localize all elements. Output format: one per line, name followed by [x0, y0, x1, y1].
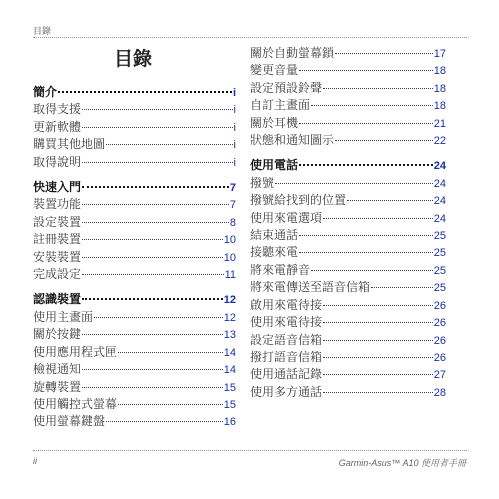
toc-entry[interactable]: [33, 266, 236, 283]
toc-entry-label: 使用觸控式螢幕: [33, 396, 118, 411]
toc-heading-label: 使用電話: [250, 158, 299, 173]
dot-leader: [58, 91, 232, 93]
dot-leader: [82, 222, 229, 223]
toc-entry-label: 關於自動螢幕鎖: [250, 46, 335, 60]
toc-entry[interactable]: [33, 136, 236, 153]
toc-page-number[interactable]: 24: [433, 195, 446, 208]
toc-page-number[interactable]: 26: [433, 351, 446, 364]
toc-page-number[interactable]: i: [232, 87, 236, 99]
toc-entry-label: 購買其他地圖: [33, 137, 106, 152]
dot-leader: [323, 305, 433, 306]
toc-section: [33, 291, 236, 430]
dot-leader: [82, 274, 224, 275]
toc-page-number[interactable]: 21: [433, 117, 446, 130]
toc-entry[interactable]: [250, 349, 446, 366]
dot-leader: [82, 369, 223, 370]
toc-entry[interactable]: [250, 384, 446, 401]
toc-page-number[interactable]: 10: [223, 234, 236, 247]
toc-entry-label: 取得說明: [33, 154, 82, 169]
toc-page-number[interactable]: 24: [433, 177, 446, 190]
toc-entry-label: 完成設定: [33, 267, 82, 282]
toc-entry-label: 使用來電選項: [250, 210, 323, 225]
toc-heading-label: 認識裝置: [33, 292, 82, 307]
toc-entry[interactable]: [250, 80, 446, 97]
dot-leader: [82, 239, 223, 240]
toc-page-number[interactable]: i: [233, 139, 236, 152]
dot-leader: [82, 186, 229, 188]
dot-leader: [275, 183, 433, 184]
toc-entry[interactable]: [33, 396, 236, 413]
toc-heading-label: 快速入門: [33, 180, 82, 195]
toc-entry[interactable]: [33, 344, 236, 361]
dot-leader: [82, 109, 233, 110]
toc-entry-label: 檢視通知: [33, 362, 82, 377]
toc-entry-label: 變更音量: [250, 63, 299, 78]
toc-entry-label: 設定語音信箱: [250, 332, 323, 347]
dot-leader: [94, 317, 223, 318]
toc-entry-label: 將來電靜音: [250, 262, 311, 277]
toc-entry[interactable]: [33, 361, 236, 378]
toc-page-number[interactable]: 26: [433, 317, 446, 330]
toc-entry-label: 使用應用程式匣: [33, 344, 118, 359]
dot-leader: [323, 340, 433, 341]
toc-entry-label: 使用主畫面: [33, 309, 94, 324]
toc-page-number[interactable]: 24: [433, 160, 446, 173]
toc-entry[interactable]: [250, 297, 446, 314]
dot-leader: [323, 357, 433, 358]
toc-entry[interactable]: [250, 132, 446, 149]
toc-page-number[interactable]: 12: [223, 294, 236, 307]
toc-section-heading[interactable]: [33, 291, 236, 308]
toc-entry[interactable]: [250, 175, 446, 192]
toc-entry-label: 設定預設鈴聲: [250, 80, 323, 95]
toc-entry-label: 註冊裝置: [33, 232, 82, 247]
toc-entry[interactable]: [33, 249, 236, 266]
toc-entry[interactable]: [250, 262, 446, 279]
toc-entry-label: 使用通話記錄: [250, 367, 323, 382]
toc-entry-label: 使用多方通話: [250, 384, 323, 399]
toc-entry-label: 撥打語音信箱: [250, 349, 323, 364]
toc-entry[interactable]: [33, 326, 236, 343]
toc-entry-label: 使用螢幕鍵盤: [33, 414, 106, 429]
toc-entry-label: 撥號給找到的位置: [250, 193, 347, 208]
dot-leader: [311, 105, 433, 106]
toc-entry[interactable]: [33, 196, 236, 213]
dot-leader: [82, 298, 223, 300]
toc-page-number[interactable]: 10: [223, 251, 236, 264]
dot-leader: [323, 392, 433, 393]
dot-leader: [311, 270, 433, 271]
toc-page-number[interactable]: 8: [229, 216, 236, 229]
toc-page-number[interactable]: 11: [224, 269, 236, 282]
toc-entry[interactable]: [250, 314, 446, 331]
toc-page-number[interactable]: 25: [433, 247, 446, 260]
toc-section-heading[interactable]: [33, 84, 236, 101]
dot-leader: [82, 334, 223, 335]
toc-entry-label: 將來電傳送至語音信箱: [250, 280, 371, 295]
dot-leader: [82, 127, 233, 128]
toc-page-number[interactable]: 25: [433, 282, 446, 295]
toc-entry-label: 結束通話: [250, 228, 299, 243]
dot-leader: [347, 200, 433, 201]
toc-entry-label: 使用來電待接: [250, 315, 323, 330]
toc-entry[interactable]: [33, 119, 236, 136]
dot-leader: [118, 352, 223, 353]
toc-page-number[interactable]: 22: [433, 135, 446, 148]
footer-page-number: ii: [33, 456, 37, 466]
toc-entry-label: 撥號: [250, 175, 275, 190]
toc-page-number[interactable]: i: [233, 156, 236, 169]
running-head: 目錄: [33, 26, 52, 36]
toc-entry[interactable]: [33, 101, 236, 118]
dot-leader: [299, 252, 433, 253]
toc-page-number[interactable]: 24: [433, 212, 446, 225]
toc-page-number[interactable]: i: [233, 121, 236, 134]
toc-page-number[interactable]: 15: [223, 398, 236, 411]
toc-entry[interactable]: [250, 332, 446, 349]
toc-entry[interactable]: [33, 154, 236, 171]
dot-leader: [106, 144, 233, 145]
toc-entry[interactable]: [33, 231, 236, 248]
toc-entry-label: 接聽來電: [250, 245, 299, 260]
toc-page-number[interactable]: 26: [433, 334, 446, 347]
toc-section: [250, 157, 446, 401]
toc-page-number[interactable]: 18: [433, 65, 446, 78]
toc-page-number[interactable]: 13: [223, 329, 236, 342]
toc-page-number[interactable]: 25: [433, 230, 446, 243]
toc-page-number[interactable]: 17: [433, 48, 446, 60]
dot-leader: [323, 374, 433, 375]
toc-page-number[interactable]: 28: [433, 386, 446, 399]
toc-entry-label: 更新軟體: [33, 119, 82, 134]
toc-section-heading[interactable]: [250, 157, 446, 174]
toc-section: [33, 84, 236, 171]
footer-manual-title: Garmin-Asus™ A10 使用者手冊: [338, 458, 466, 468]
toc-entry-label: 狀態和通知圖示: [250, 133, 335, 148]
dot-leader: [82, 257, 223, 258]
toc-entry-label: 裝置功能: [33, 197, 82, 212]
toc-entry-label: 安裝裝置: [33, 249, 82, 264]
dot-leader: [335, 140, 433, 141]
toc-page-number[interactable]: i: [233, 104, 236, 117]
toc-page-number[interactable]: 7: [229, 182, 236, 195]
header-divider: [33, 37, 467, 38]
toc-entry[interactable]: [250, 244, 446, 261]
toc-right-column: [250, 45, 446, 409]
dot-leader: [371, 287, 433, 288]
dot-leader: [299, 235, 433, 236]
toc-left-column: [33, 84, 236, 439]
dot-leader: [335, 53, 433, 54]
toc-page-number[interactable]: 18: [433, 100, 446, 113]
toc-entry[interactable]: [250, 279, 446, 296]
toc-page-number[interactable]: 14: [223, 346, 236, 359]
toc-entry[interactable]: [250, 45, 446, 62]
toc-entry[interactable]: [250, 115, 446, 132]
toc-entry[interactable]: [250, 62, 446, 79]
dot-leader: [323, 322, 433, 323]
toc-page-number[interactable]: 12: [223, 311, 236, 324]
toc-entry[interactable]: [33, 379, 236, 396]
toc-page-number[interactable]: 15: [223, 381, 236, 394]
page-title: 目錄: [113, 49, 152, 70]
toc-entry[interactable]: [250, 227, 446, 244]
toc-entry-label: 設定裝置: [33, 214, 82, 229]
toc-entry[interactable]: [250, 366, 446, 383]
dot-leader: [323, 218, 433, 219]
toc-page-number[interactable]: 25: [433, 264, 446, 277]
toc-page-number[interactable]: 27: [433, 369, 446, 382]
toc-entry[interactable]: [250, 192, 446, 209]
footer-divider: [33, 450, 467, 451]
dot-leader: [106, 421, 223, 422]
dot-leader: [118, 404, 223, 405]
toc-page-number[interactable]: 7: [229, 199, 236, 212]
dot-leader: [82, 387, 223, 388]
dot-leader: [299, 70, 433, 71]
toc-entry[interactable]: [33, 309, 236, 326]
dot-leader: [299, 164, 433, 166]
dot-leader: [323, 88, 433, 89]
toc-section: [33, 179, 236, 283]
toc-entry-label: 旋轉裝置: [33, 379, 82, 394]
dot-leader: [299, 123, 433, 124]
dot-leader: [82, 204, 229, 205]
toc-entry-label: 關於耳機: [250, 115, 299, 130]
toc-entry-label: 關於按鍵: [33, 327, 82, 342]
toc-entry[interactable]: [250, 210, 446, 227]
toc-page-number[interactable]: 16: [223, 416, 236, 429]
toc-page-number[interactable]: 14: [223, 364, 236, 377]
toc-entry-label: 取得支援: [33, 102, 82, 117]
toc-page-number[interactable]: 18: [433, 82, 446, 95]
toc-section: [250, 45, 446, 149]
toc-entry[interactable]: [33, 214, 236, 231]
toc-heading-label: 簡介: [33, 85, 58, 99]
toc-section-heading[interactable]: [33, 179, 236, 196]
toc-page-number[interactable]: 26: [433, 299, 446, 312]
toc-entry[interactable]: [250, 97, 446, 114]
toc-entry[interactable]: [33, 413, 236, 430]
toc-entry-label: 啟用來電待接: [250, 297, 323, 312]
dot-leader: [82, 162, 233, 163]
toc-entry-label: 自訂主畫面: [250, 98, 311, 113]
